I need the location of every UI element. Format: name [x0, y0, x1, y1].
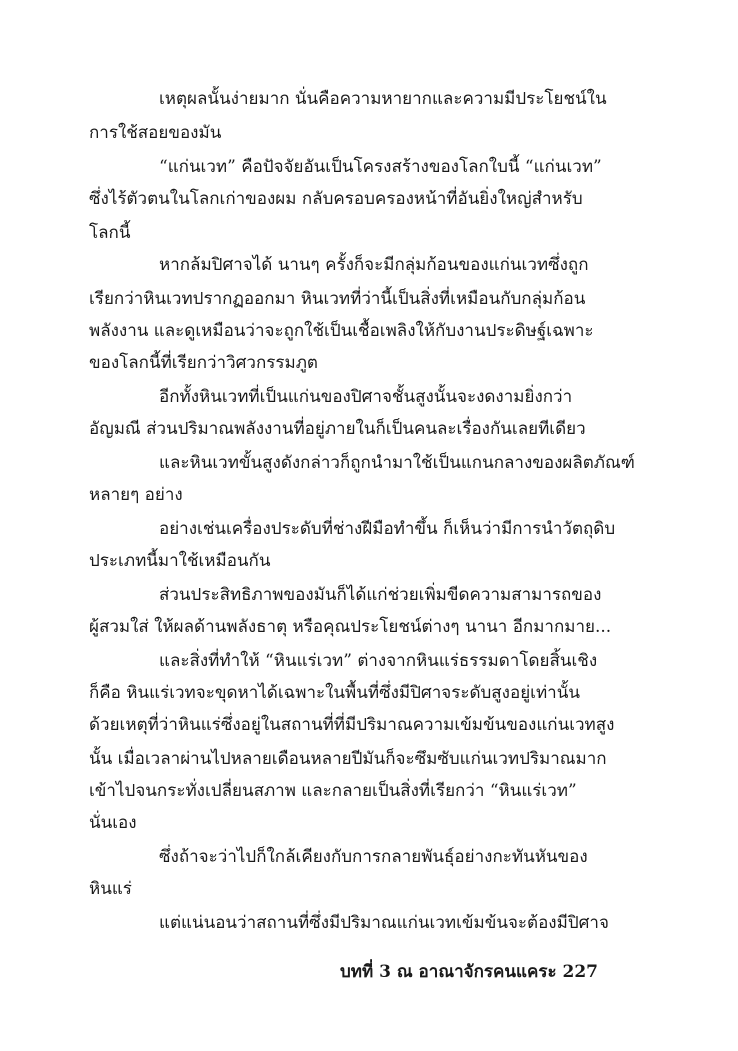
- paragraph-line: ของโลกนี้ที่เรียกว่าวิศวกรรมภูต: [89, 353, 318, 373]
- paragraph-line: หินแร่: [89, 879, 132, 899]
- paragraph-line: อีกทั้งหินเวทที่เป็นแก่นของปิศาจชั้นสูงนั้นจะงดงามยิ่งกว่า: [159, 387, 573, 407]
- paragraph-line: หลายๆ อย่าง: [89, 485, 183, 505]
- paragraph-line: พลังงาน และดูเหมือนว่าจะถูกใช้เป็นเชื้อเพลิงให้กับงานประดิษฐ์เฉพาะ: [89, 321, 594, 341]
- paragraph-line: นั้น เมื่อเวลาผ่านไปหลายเดือนหลายปีมันก็จะซึมซับแก่นเวทปริมาณมาก: [89, 749, 607, 769]
- paragraph-line: ประเภทนี้มาใช้เหมือนกัน: [89, 551, 271, 571]
- paragraph-line: เรียกว่าหินเวทปรากฏออกมา หินเวทที่ว่านี้เป็นสิ่งที่เหมือนกับกลุ่มก้อน: [89, 289, 586, 309]
- paragraph-line: แต่แน่นอนว่าสถานที่ซึ่งมีปริมาณแก่นเวทเข้มข้นจะต้องมีปิศาจ: [159, 913, 609, 933]
- paragraph-line: และหินเวทขั้นสูงดังกล่าวก็ถูกนำมาใช้เป็นแกนกลางของผลิตภัณฑ์: [159, 453, 635, 473]
- paragraph-line: “แก่นเวท” คือปัจจัยอันเป็นโครงสร้างของโลกใบนี้ “แก่นเวท”: [159, 157, 602, 177]
- paragraph-line: การใช้สอยของมัน: [89, 123, 222, 143]
- paragraph-line: ผู้สวมใส่ ให้ผลด้านพลังธาตุ หรือคุณประโยชน์ต่างๆ นานา อีกมากมาย...: [89, 617, 612, 637]
- paragraph-line: ส่วนประสิทธิภาพของมันก็ได้แก่ช่วยเพิ่มขีดความสามารถของ: [159, 585, 602, 605]
- paragraph-line: หากล้มปิศาจได้ นานๆ ครั้งก็จะมีกลุ่มก้อนของแก่นเวทซึ่งถูก: [159, 255, 589, 275]
- paragraph-line: โลกนี้: [89, 223, 131, 243]
- paragraph-line: อัญมณี ส่วนปริมาณพลังงานที่อยู่ภายในก็เป็นคนละเรื่องกันเลยทีเดียว: [89, 419, 586, 439]
- paragraph-line: และสิ่งที่ทำให้ “หินแร่เวท” ต่างจากหินแร่ธรรมดาโดยสิ้นเชิง: [159, 651, 598, 671]
- paragraph-line: เข้าไปจนกระทั่งเปลี่ยนสภาพ และกลายเป็นสิ่งที่เรียกว่า “หินแร่เวท”: [89, 781, 577, 801]
- paragraph-line: ซึ่งไร้ตัวตนในโลกเก่าของผม กลับครอบครองหน้าที่อันยิ่งใหญ่สำหรับ: [89, 189, 583, 209]
- paragraph-line: นั่นเอง: [89, 813, 137, 833]
- paragraph-line: เหตุผลนั้นง่ายมาก นั่นคือความหายากและความมีประโยชน์ใน: [159, 89, 607, 109]
- paragraph-line: ก็คือ หินแร่เวทจะขุดหาได้เฉพาะในพื้นที่ซึ่งมีปิศาจระดับสูงอยู่เท่านั้น: [89, 683, 580, 703]
- paragraph-line: ด้วยเหตุที่ว่าหินแร่ซึ่งอยู่ในสถานที่ที่มีปริมาณความเข้มข้นของแก่นเวทสูง: [89, 715, 615, 735]
- page-footer: บทที่ 3 ณ อาณาจักรคนแคระ 227: [340, 962, 599, 982]
- paragraph-line: ซึ่งถ้าจะว่าไปก็ใกล้เคียงกับการกลายพันธุ์อย่างกะทันหันของ: [159, 847, 588, 867]
- paragraph-line: อย่างเช่นเครื่องประดับที่ช่างฝีมือทำขึ้น ก็เห็นว่ามีการนำวัตถุดิบ: [159, 519, 616, 539]
